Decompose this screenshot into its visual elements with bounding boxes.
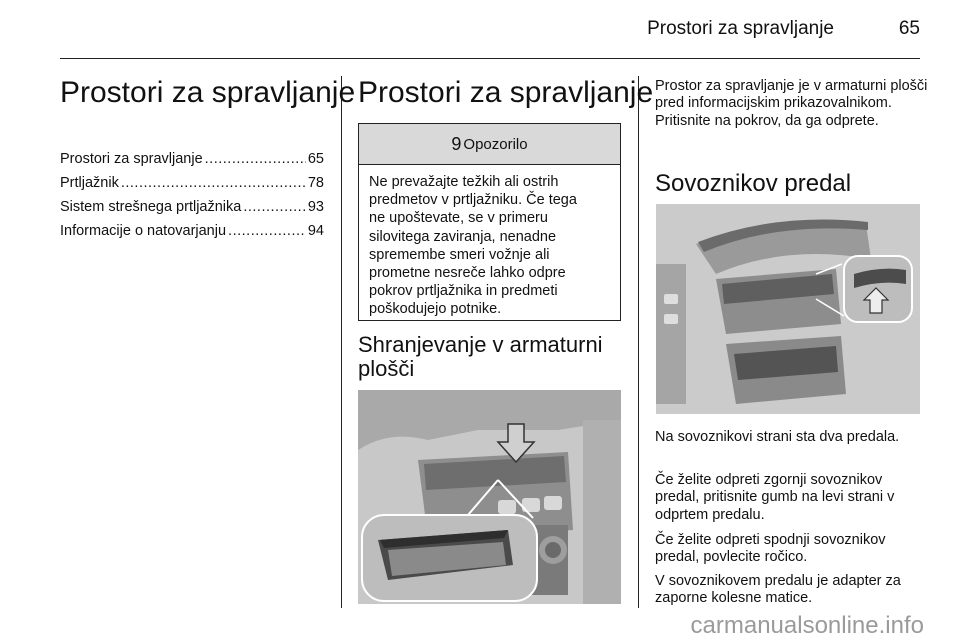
subsection-title: Shranjevanje v armaturni plošči — [358, 332, 603, 381]
toc-entry[interactable] — [60, 175, 324, 191]
warning-line: pokrov prtljažnika in predmeti — [369, 283, 558, 300]
paragraph: Če želite odpreti spodnji sovoznikov predal, povlecite ročico. — [655, 532, 886, 566]
toc-label: Prtljažnik — [60, 175, 119, 191]
chapter-title: Prostori za spravljanje — [60, 76, 356, 109]
warning-icon: 9 — [451, 133, 462, 154]
toc-page: 93 — [307, 199, 324, 215]
dashboard-storage-illustration — [358, 390, 621, 604]
warning-line: silovitega zaviranja, nenadne — [369, 228, 557, 245]
warning-box — [358, 123, 621, 321]
toc-entry[interactable] — [60, 151, 324, 167]
subsection-title: Sovoznikov predal — [655, 170, 852, 197]
glovebox-illustration — [656, 204, 920, 414]
header-rule — [60, 58, 920, 59]
running-header-title: Prostori za spravljanje — [647, 18, 834, 39]
column-divider-2 — [638, 76, 639, 608]
warning-line: spremembe smeri vožnje ali — [369, 246, 550, 263]
toc-leader — [121, 175, 306, 191]
warning-line: Ne prevažajte težkih ali ostrih — [369, 174, 559, 190]
toc-leader — [205, 151, 306, 167]
page-number: 65 — [898, 18, 920, 39]
warning-line: prometne nesreče lahko odpre — [369, 265, 566, 282]
section-title: Prostori za spravljanje — [358, 76, 654, 109]
toc-entry[interactable] — [60, 199, 324, 215]
toc-leader — [243, 199, 306, 215]
warning-header — [359, 124, 620, 165]
toc-entry[interactable] — [60, 223, 324, 239]
toc-label: Informacije o natovarjanju — [60, 223, 227, 239]
warning-line: poškodujejo potnike. — [369, 301, 502, 318]
warning-title: Opozorilo — [463, 135, 528, 153]
toc-page: 78 — [307, 175, 324, 191]
toc-page: 94 — [307, 223, 324, 239]
intro-paragraph: Prostor za spravljanje je v armaturni plošči pred informacijskim prikazovalnikom. Pritisnite na pokrov, da ga odprete. — [655, 78, 928, 129]
column-divider-1 — [341, 76, 342, 608]
paragraph: Na sovoznikovi strani sta dva predala. — [655, 429, 900, 445]
toc-label: Prostori za spravljanje — [60, 151, 203, 167]
paragraph: Če želite odpreti zgornji sovoznikov predal, pritisnite gumb na levi strani v odprtem predalu. — [655, 472, 895, 523]
paragraph: V sovoznikovem predalu je adapter za zaporne kolesne matice. — [655, 573, 901, 607]
toc-label: Sistem strešnega prtljažnika — [60, 199, 242, 215]
watermark-text[interactable]: carmanualsonline.info — [690, 612, 924, 639]
warning-line: ne upoštevate, se v primeru — [369, 210, 548, 227]
toc-leader — [228, 223, 306, 239]
warning-line: predmetov v prtljažniku. Če tega — [369, 192, 577, 209]
toc-page: 65 — [307, 151, 324, 167]
warning-text — [359, 165, 620, 319]
